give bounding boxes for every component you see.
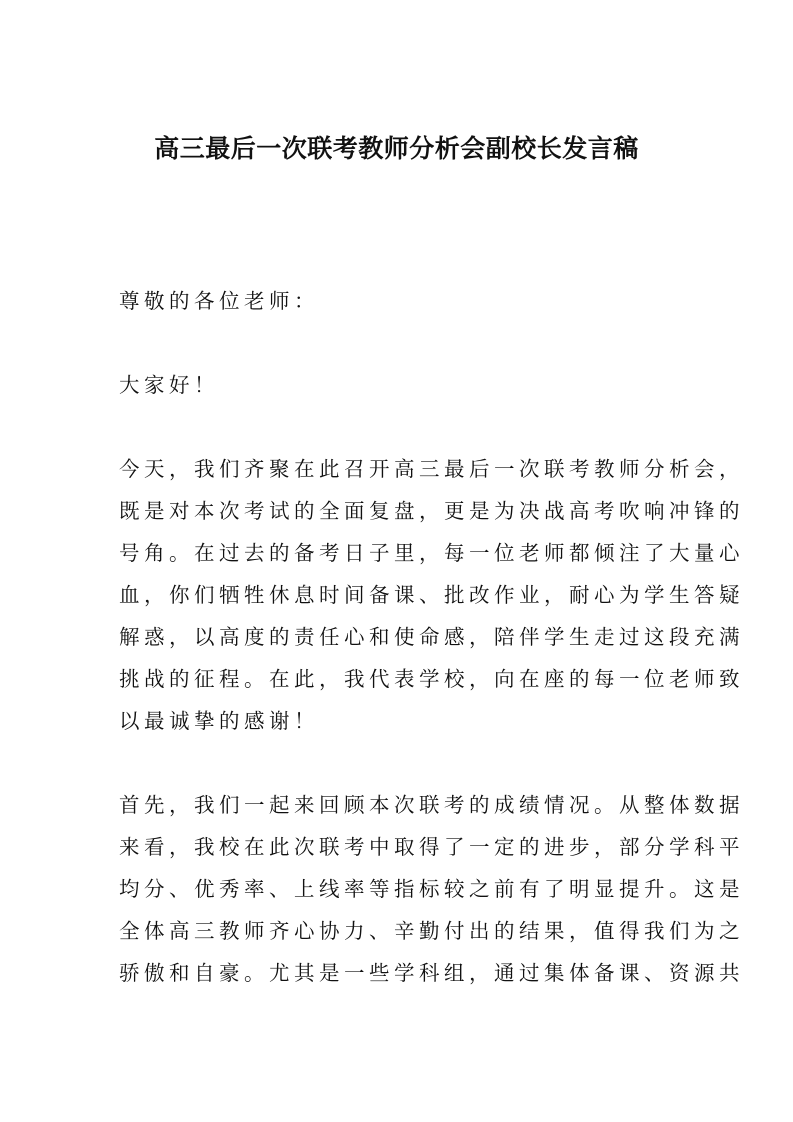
paragraph-line: 既是对本次考试的全面复盘，更是为决战高考吹响冲锋的 xyxy=(119,499,744,523)
paragraph-line: 解惑，以高度的责任心和使命感，陪伴学生走过这段充满 xyxy=(119,625,744,649)
paragraph-line: 今天，我们齐聚在此召开高三最后一次联考教师分析会， xyxy=(119,457,744,481)
paragraph-line: 以最诚挚的感谢！ xyxy=(119,709,319,733)
document-title: 高三最后一次联考教师分析会副校长发言稿 xyxy=(154,134,639,163)
paragraph-line: 首先，我们一起来回顾本次联考的成绩情况。从整体数据 xyxy=(119,793,744,817)
paragraph-line: 骄傲和自豪。尤其是一些学科组，通过集体备课、资源共 xyxy=(119,961,744,985)
paragraph-line: 挑战的征程。在此，我代表学校，向在座的每一位老师致 xyxy=(119,667,744,691)
paragraph-line: 均分、优秀率、上线率等指标较之前有了明显提升。这是 xyxy=(119,877,744,901)
salutation: 尊敬的各位老师： xyxy=(119,289,319,313)
greeting: 大家好！ xyxy=(119,373,219,397)
paragraph-line: 全体高三教师齐心协力、辛勤付出的结果，值得我们为之 xyxy=(119,919,744,943)
paragraph-line: 号角。在过去的备考日子里，每一位老师都倾注了大量心 xyxy=(119,541,744,565)
paragraph-line: 来看，我校在此次联考中取得了一定的进步，部分学科平 xyxy=(119,835,744,859)
paragraph-line: 血，你们牺牲休息时间备课、批改作业，耐心为学生答疑 xyxy=(119,583,744,607)
